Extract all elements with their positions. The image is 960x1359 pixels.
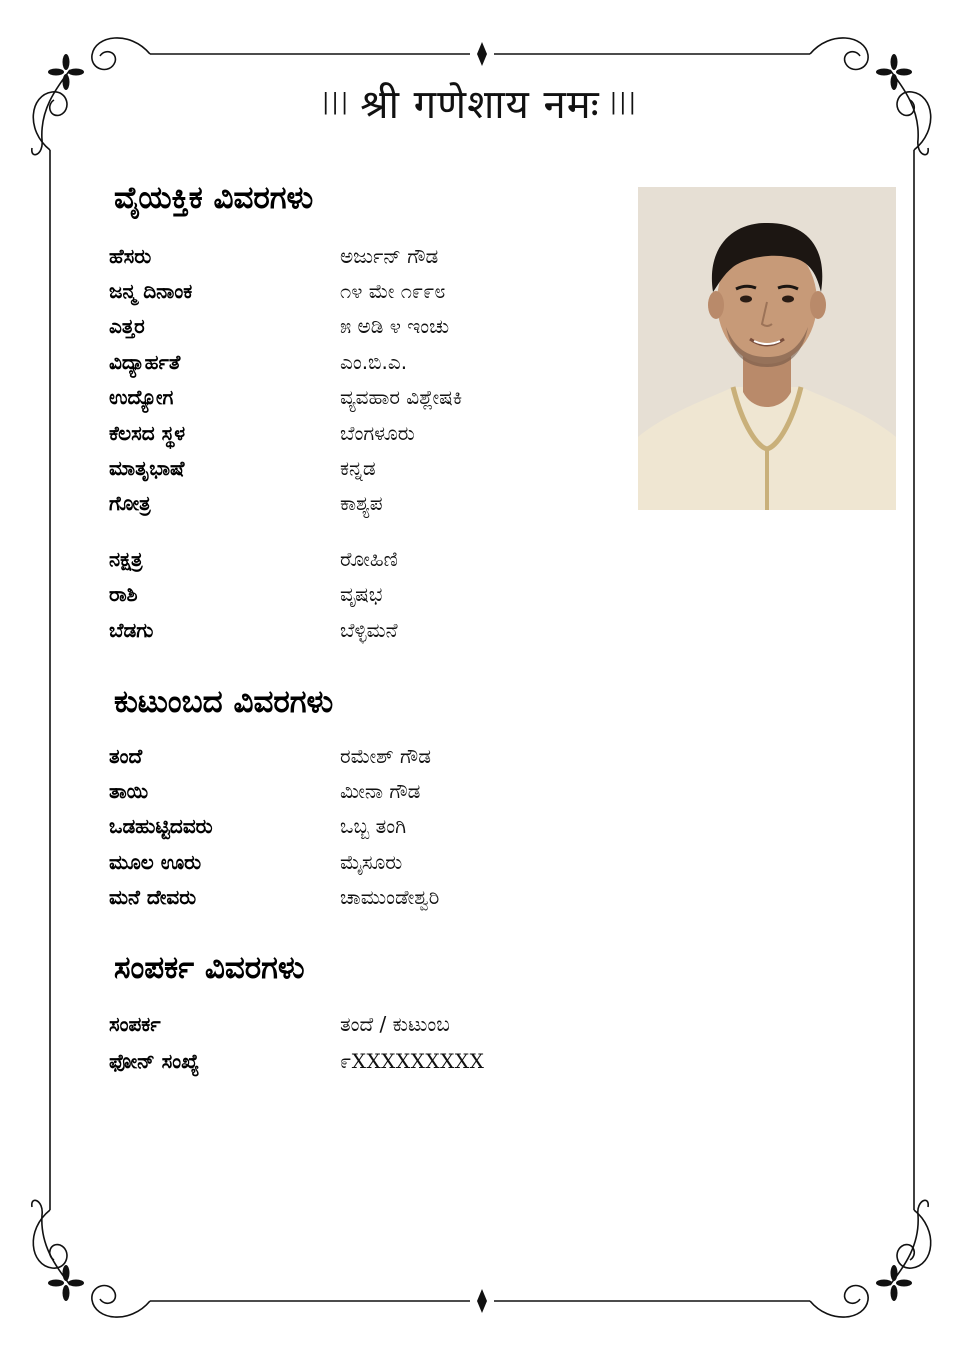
detail-value: ಬೆಳ್ಳಿಮನೆ	[340, 617, 398, 642]
detail-row	[109, 309, 629, 344]
row-gap	[109, 521, 629, 541]
detail-label: ಮನೆ ದೇವರು	[109, 885, 197, 910]
portrait-illustration	[638, 187, 896, 510]
detail-label: ಮಾತೃಭಾಷೆ	[109, 456, 185, 481]
detail-label: ಕೆಲಸದ ಸ್ಥಳ	[109, 420, 186, 445]
detail-label: ವಿದ್ಯಾರ್ಹತೆ	[109, 349, 181, 374]
detail-label: ಜನ್ಮ ದಿನಾಂಕ	[109, 279, 193, 304]
left-bars-ornament: |||	[322, 89, 351, 115]
detail-label: ತಂದೆ	[109, 743, 143, 768]
contact-section-title: ಸಂಪರ್ಕ ವಿವರಗಳು	[114, 950, 305, 986]
detail-label: ಹೆಸರು	[109, 243, 152, 268]
detail-value: ಮೀನಾ ಗೌಡ	[340, 779, 421, 804]
detail-label: ಮೂಲ ಊರು	[109, 849, 202, 874]
phone-number-value: ೯XXXXXXXXX	[340, 1049, 485, 1074]
detail-value: ಕನ್ನಡ	[340, 456, 376, 481]
detail-row	[109, 486, 629, 521]
detail-value: ರೋಹಿಣಿ	[340, 546, 398, 571]
detail-row	[109, 1041, 629, 1081]
detail-value: ಒಬ್ಬ ತಂಗಿ	[340, 814, 407, 839]
contact-details-list	[109, 1006, 629, 1081]
detail-value: ೧೪ ಮೇ ೧೯೯೮	[340, 279, 446, 304]
detail-value: ಮೈಸೂರು	[340, 849, 403, 874]
detail-value: ವ್ಯವಹಾರ ವಿಶ್ಲೇಷಕಿ	[340, 385, 463, 410]
right-bars-ornament: |||	[609, 89, 639, 115]
detail-label: ಒಡಹುಟ್ಟಿದವರು	[109, 814, 213, 839]
detail-row	[109, 612, 629, 647]
detail-row	[109, 541, 629, 576]
detail-value: ೫ ಅಡಿ ೪ ಇಂಚು	[340, 314, 450, 339]
detail-row	[109, 577, 629, 612]
detail-row	[109, 880, 629, 915]
detail-row	[109, 844, 629, 879]
personal-details-list	[109, 238, 629, 647]
detail-label: ಉದ್ಯೋಗ	[109, 385, 174, 410]
detail-value: ವೃಷಭ	[340, 582, 383, 607]
detail-label: ನಕ್ಷತ್ರ	[109, 546, 143, 571]
detail-row	[109, 809, 629, 844]
detail-row	[109, 415, 629, 450]
detail-label: ಗೋತ್ರ	[109, 491, 151, 516]
detail-value: ಎಂ.ಬಿ.ಎ.	[340, 349, 408, 374]
detail-value: ಬೆಂಗಳೂರು	[340, 420, 415, 445]
detail-label: ತಾಯಿ	[109, 779, 149, 804]
detail-value: ಅರ್ಜುನ್ ಗೌಡ	[340, 243, 439, 268]
detail-row	[109, 238, 629, 273]
detail-label: ರಾಶಿ	[109, 582, 138, 607]
detail-row	[109, 1006, 629, 1041]
detail-label: ಎತ್ತರ	[109, 314, 145, 339]
personal-section-title: ವೈಯಕ್ತಿಕ ವಿವರಗಳು	[114, 180, 314, 216]
family-details-list	[109, 738, 629, 915]
invocation-text: श्री गणेशाय नमः	[360, 81, 600, 128]
detail-label: ಬೆಡಗು	[109, 617, 154, 642]
detail-label: ಸಂಪರ್ಕ	[109, 1011, 161, 1036]
header-invocation	[322, 62, 639, 142]
detail-value: ತಂದೆ / ಕುಟುಂಬ	[340, 1011, 450, 1036]
detail-row	[109, 344, 629, 379]
profile-photo	[638, 187, 896, 510]
detail-row	[109, 773, 629, 808]
detail-value: ಕಾಶ್ಯಪ	[340, 491, 383, 516]
detail-row	[109, 450, 629, 485]
detail-row	[109, 273, 629, 308]
detail-value: ಚಾಮುಂಡೇಶ್ವರಿ	[340, 885, 440, 910]
detail-row	[109, 380, 629, 415]
family-section-title: ಕುಟುಂಬದ ವಿವರಗಳು	[114, 684, 334, 720]
detail-row	[109, 738, 629, 773]
detail-value: ರಮೇಶ್ ಗೌಡ	[340, 743, 431, 768]
detail-label: ಫೋನ್ ಸಂಖ್ಯೆ	[109, 1049, 200, 1074]
